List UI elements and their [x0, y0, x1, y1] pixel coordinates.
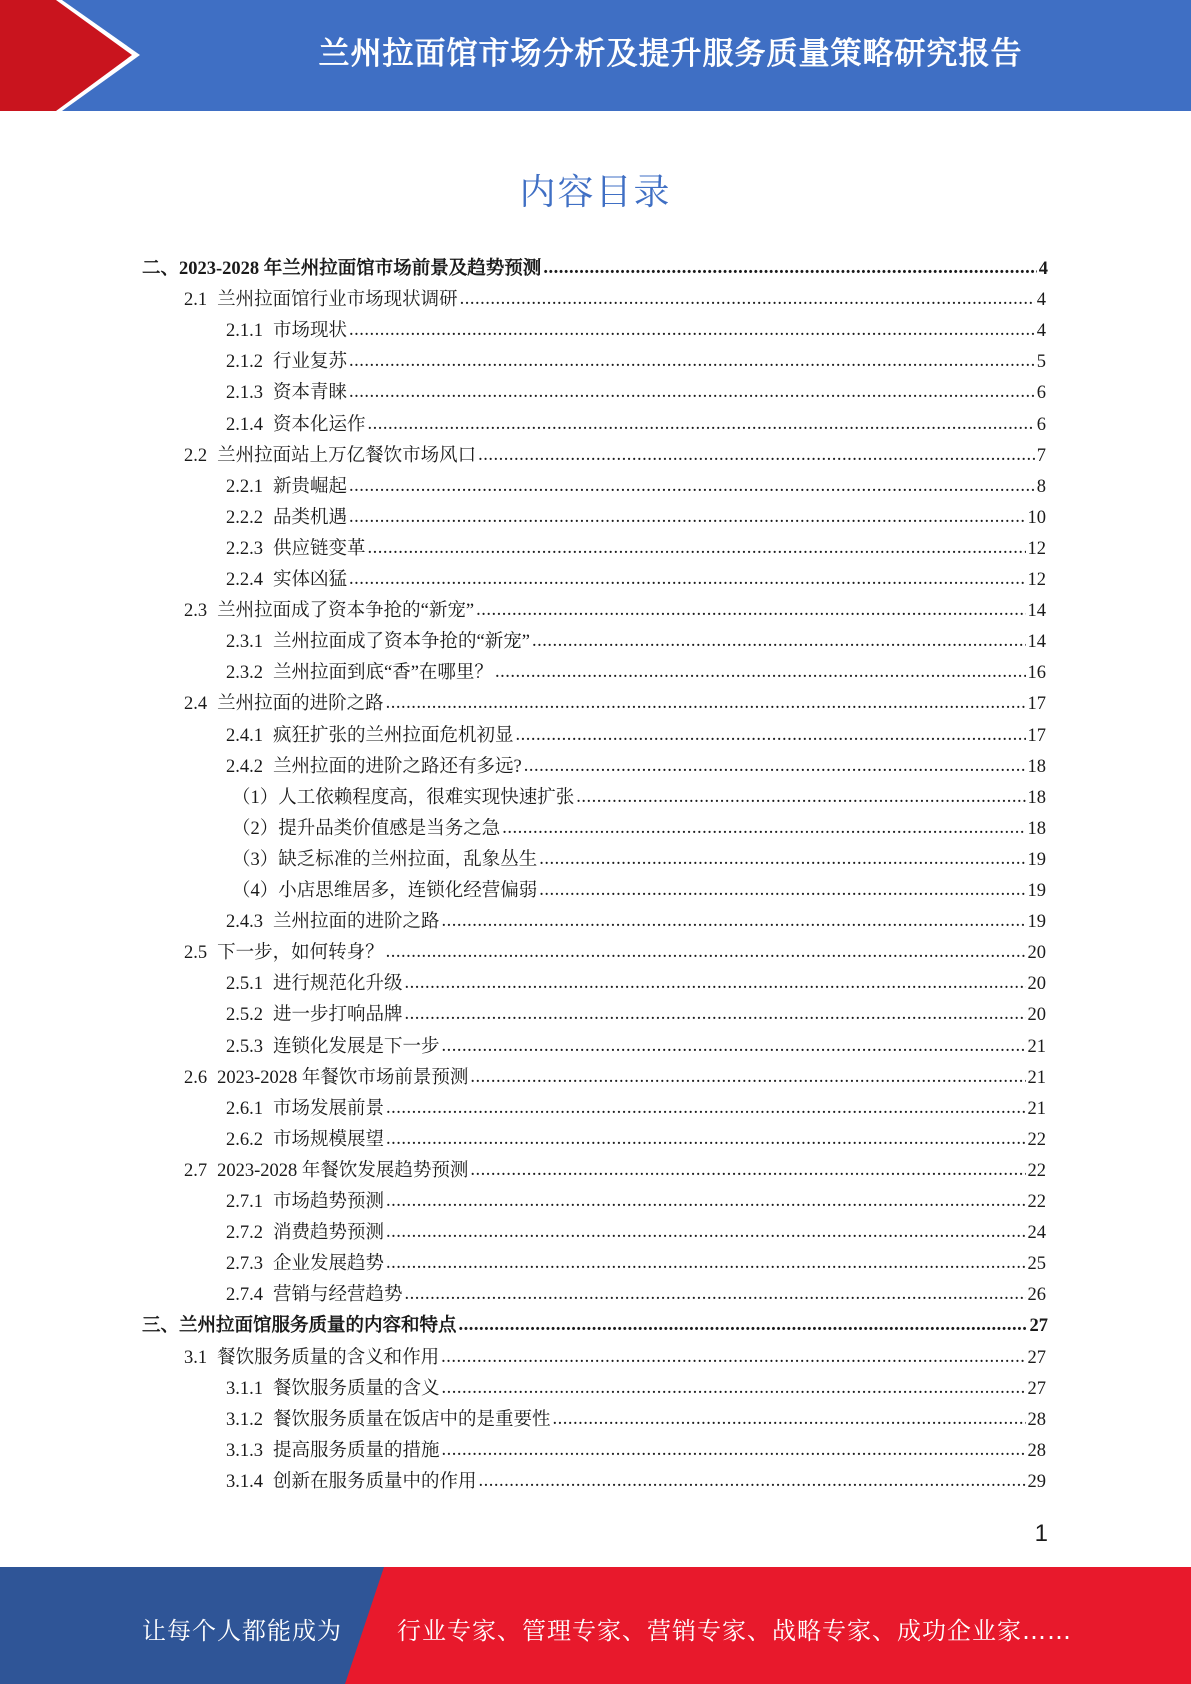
toc-dot-leader	[441, 1342, 1025, 1372]
toc-entry-page: 17	[1027, 725, 1046, 746]
toc-entry-page: 16	[1027, 663, 1046, 684]
toc-entry-label	[226, 565, 347, 595]
toc-dot-leader	[405, 999, 1026, 1029]
toc-entry-title: 消费趋势预测	[273, 1223, 385, 1244]
toc-entry-title: 新贵崛起	[273, 476, 348, 497]
toc-entry-page: 28	[1027, 1409, 1046, 1430]
toc-entry-label	[226, 378, 347, 408]
toc-entry[interactable]	[226, 565, 1046, 595]
toc-entry-title: 供应链变革	[273, 538, 366, 559]
toc-entry-label	[232, 783, 574, 813]
toc-entry[interactable]	[226, 410, 1046, 440]
toc-entry-title: 兰州拉面成了资本争抢的“新宠”	[217, 601, 475, 622]
toc-entry[interactable]	[226, 1374, 1046, 1404]
toc-dot-leader	[539, 844, 1025, 874]
toc-entry-number: 2.5.2	[226, 1005, 263, 1026]
toc-dot-leader	[576, 782, 1025, 812]
toc-entry-label	[232, 845, 537, 875]
toc-entry-title: 兰州拉面的进阶之路还有多远?	[273, 756, 522, 777]
toc-entry-title: 提升品类价值感是当务之急	[278, 818, 501, 839]
toc-entry-number: 2.1.2	[226, 352, 263, 373]
toc-entry-title: 兰州拉面馆服务质量的内容和特点	[179, 1316, 457, 1337]
toc-dot-leader	[470, 1155, 1025, 1185]
toc-entry-number: 2.1.3	[226, 383, 263, 404]
toc-entry-page: 18	[1027, 756, 1046, 777]
toc-entry-title: 疯狂扩张的兰州拉面危机初显	[273, 725, 514, 746]
toc-entry[interactable]	[232, 876, 1046, 906]
toc-entry-number: 2.6	[184, 1067, 208, 1088]
toc-dot-leader	[405, 968, 1026, 998]
toc-entry-page: 4	[1036, 290, 1046, 311]
toc-entry-label	[184, 441, 476, 471]
toc-entry-label	[142, 1311, 457, 1341]
toc-dot-leader	[386, 1186, 1025, 1216]
toc-entry-label	[226, 1280, 403, 1310]
toc-entry-page: 25	[1027, 1254, 1046, 1275]
toc-entry[interactable]	[184, 689, 1046, 719]
toc-entry-label	[226, 1467, 477, 1497]
toc-dot-leader	[478, 440, 1035, 470]
toc-entry-label	[184, 1343, 439, 1373]
toc-entry-number: 2.2.4	[226, 570, 263, 590]
toc-entry-label	[226, 752, 522, 782]
toc-entry-number: 2.6.1	[226, 1098, 263, 1119]
toc-dot-leader	[349, 502, 1025, 532]
toc-entry[interactable]	[226, 969, 1046, 999]
toc-entry-number: 2.4	[184, 694, 208, 715]
toc-dot-leader	[460, 284, 1035, 314]
toc-entry-label	[226, 1249, 384, 1279]
toc-entry-title: 实体凶猛	[273, 570, 348, 590]
toc-entry-title: 兰州拉面的进阶之路	[273, 912, 440, 933]
toc-dot-leader	[476, 595, 1025, 625]
toc-entry-label	[232, 814, 500, 844]
toc-entry-page: 22	[1027, 1192, 1046, 1212]
toc-dot-leader	[386, 688, 1026, 718]
toc-entry-page: 22	[1027, 1129, 1046, 1150]
toc-entry[interactable]	[226, 1249, 1046, 1279]
toc-entry[interactable]	[226, 503, 1046, 533]
toc-entry-number: 2.7.2	[226, 1223, 263, 1244]
toc-entry-label	[226, 1374, 440, 1404]
toc-entry-label	[226, 627, 530, 657]
toc-entry[interactable]	[184, 1343, 1046, 1373]
toc-entry-label	[226, 347, 347, 377]
toc-entry-title: 企业发展趋势	[273, 1254, 385, 1275]
page-number: 1	[1034, 1520, 1048, 1547]
toc-entry-page: 27	[1027, 1378, 1046, 1399]
toc-entry[interactable]	[142, 1311, 1048, 1341]
toc-entry-number: 2.7	[184, 1160, 208, 1181]
toc-dot-leader	[470, 1062, 1025, 1092]
toc-entry-title: 兰州拉面站上万亿餐饮市场风口	[217, 445, 477, 466]
toc-entry-label	[226, 969, 403, 999]
toc-dot-leader	[386, 937, 1026, 967]
toc-entry[interactable]	[226, 907, 1046, 937]
toc-entry-number: 2.2	[184, 445, 208, 466]
toc-entry-page: 21	[1027, 1036, 1046, 1057]
toc-entry-label	[184, 938, 384, 968]
toc-dot-leader	[368, 533, 1026, 563]
toc-entry-title: 市场规模展望	[273, 1129, 385, 1150]
toc-entry[interactable]	[184, 938, 1046, 968]
toc-entry[interactable]	[226, 1032, 1046, 1062]
toc-entry-number: 2.5.1	[226, 974, 263, 995]
toc-entry-page: 18	[1027, 787, 1046, 808]
toc-entry[interactable]	[232, 814, 1046, 844]
toc-entry-label	[226, 1032, 440, 1062]
toc-dot-leader	[524, 751, 1026, 781]
toc-entry-number: 2.5.3	[226, 1036, 263, 1057]
toc-entry-number: 2.7.1	[226, 1192, 263, 1212]
toc-entry-label	[226, 1000, 403, 1030]
toc-entry-title: 兰州拉面成了资本争抢的“新宠”	[273, 632, 530, 653]
toc-entry-number: 二、	[142, 259, 180, 279]
toc-entry-title: 兰州拉面到底“香”在哪里？	[273, 663, 493, 684]
toc-entry-number: 2.3.2	[226, 663, 263, 684]
toc-entry-page: 10	[1027, 507, 1046, 528]
toc-entry-label	[232, 876, 537, 906]
toc-entry[interactable]	[226, 378, 1046, 408]
toc-entry[interactable]	[226, 1405, 1046, 1435]
toc-entry-number: 2.6.2	[226, 1129, 263, 1150]
toc-entry-title: 资本青睐	[273, 383, 348, 404]
toc-entry-page: 5	[1036, 352, 1046, 373]
toc-entry[interactable]	[232, 845, 1046, 875]
toc-dot-leader	[543, 253, 1036, 283]
toc-entry-number: 2.4.1	[226, 725, 263, 746]
toc-entry-label	[142, 254, 541, 284]
toc-entry-page: 18	[1027, 818, 1046, 839]
toc-entry-number: 3.1.1	[226, 1378, 263, 1399]
toc-entry[interactable]	[232, 783, 1046, 813]
toc-entry-page: 28	[1027, 1440, 1046, 1461]
toc-entry-label	[184, 1063, 468, 1093]
toc-dot-leader	[479, 1466, 1026, 1496]
toc-entry-title: 市场现状	[273, 321, 348, 342]
toc-entry-label	[226, 534, 366, 564]
toc-entry[interactable]	[226, 1218, 1046, 1248]
toc-entry-page: 27	[1029, 1316, 1048, 1337]
toc-entry-label	[184, 1156, 468, 1186]
toc-entry[interactable]	[226, 1125, 1046, 1155]
toc-entry-label	[184, 689, 384, 719]
toc-dot-leader	[368, 409, 1035, 439]
toc-entry-page: 6	[1036, 383, 1046, 404]
toc-dot-leader	[532, 626, 1026, 656]
toc-entry-page: 4	[1038, 259, 1048, 279]
toc-dot-leader	[386, 1248, 1025, 1278]
toc-entry-title: 市场发展前景	[273, 1098, 385, 1119]
toc-entry-label	[226, 907, 440, 937]
toc-entry-number: （4）	[232, 881, 279, 901]
toc-entry-number: 2.3	[184, 601, 208, 622]
toc-dot-leader	[386, 1217, 1025, 1247]
toc-entry[interactable]	[226, 1467, 1046, 1497]
toc-entry-page: 22	[1027, 1160, 1046, 1181]
toc-entry-title: 行业复苏	[273, 352, 348, 373]
toc-entry-label	[226, 410, 366, 440]
toc-entry-title: 营销与经营趋势	[273, 1285, 403, 1306]
toc-dot-leader	[349, 346, 1035, 376]
header-banner	[0, 0, 1191, 111]
toc-entry-page: 20	[1027, 974, 1046, 995]
toc-entry-number: 2.7.3	[226, 1254, 263, 1275]
toc-entry-page: 19	[1027, 881, 1046, 901]
toc-dot-leader	[539, 875, 1025, 905]
toc-entry-page: 21	[1027, 1067, 1046, 1088]
footer-tagline: 行业专家、管理专家、营销专家、战略专家、成功企业家……	[397, 1617, 1072, 1645]
toc-entry-label	[226, 316, 347, 346]
toc-entry-title: 餐饮服务质量在饭店中的是重要性	[273, 1409, 551, 1430]
toc-entry-number: 2.4.2	[226, 756, 263, 777]
toc-entry-label	[226, 1218, 384, 1248]
toc-entry[interactable]	[226, 316, 1046, 346]
toc-entry-title: 缺乏标准的兰州拉面，乱象丛生	[278, 849, 538, 870]
toc-dot-leader	[386, 1093, 1025, 1123]
toc-dot-leader	[442, 1031, 1026, 1061]
toc-entry-number: 2.1	[184, 290, 208, 311]
toc-entry-number: （2）	[232, 818, 279, 839]
toc-entry[interactable]	[226, 1094, 1046, 1124]
report-title: 兰州拉面馆市场分析及提升服务质量策略研究报告	[318, 36, 1023, 72]
toc-entry[interactable]	[226, 721, 1046, 751]
toc-entry-label	[226, 1405, 551, 1435]
toc-entry[interactable]	[226, 1000, 1046, 1030]
toc-entry-label	[226, 721, 514, 751]
toc-entry-title: 进一步打响品牌	[273, 1005, 403, 1026]
toc-entry[interactable]	[226, 347, 1046, 377]
toc-entry[interactable]	[226, 627, 1046, 657]
toc-entry-title: 餐饮服务质量的含义和作用	[217, 1347, 440, 1368]
toc-entry-title: 2023-2028 年餐饮市场前景预测	[217, 1067, 469, 1088]
toc-entry-page: 26	[1027, 1285, 1046, 1306]
toc-entry-page: 4	[1036, 321, 1046, 342]
toc-entry-title: 连锁化发展是下一步	[273, 1036, 440, 1057]
toc-entry-label	[226, 1187, 384, 1217]
toc-entry-number: 三、	[142, 1316, 180, 1337]
toc-entry-title: 餐饮服务质量的含义	[273, 1378, 440, 1399]
toc-entry[interactable]	[226, 752, 1046, 782]
toc-entry-title: 人工依赖程度高，很难实现快速扩张	[278, 787, 575, 808]
toc-dot-leader	[386, 1124, 1025, 1154]
toc-entry[interactable]	[226, 1280, 1046, 1310]
toc-entry[interactable]	[184, 1156, 1046, 1186]
toc-entry-number: 2.1.1	[226, 321, 263, 342]
toc-entry-title: 市场趋势预测	[273, 1192, 385, 1212]
toc-entry-page: 6	[1036, 414, 1046, 435]
toc-entry-label	[226, 472, 347, 502]
toc-dot-leader	[516, 720, 1026, 750]
toc-dot-leader	[349, 564, 1025, 594]
toc-entry-label	[226, 1436, 440, 1466]
toc-dot-leader	[502, 813, 1025, 843]
toc-entry-number: 2.4.3	[226, 912, 263, 933]
toc-entry-label	[226, 658, 493, 688]
footer-banner	[0, 1567, 1191, 1684]
toc-entry-page: 17	[1027, 694, 1046, 715]
toc-entry-page: 19	[1027, 912, 1046, 933]
toc-entry-number: 2.3.1	[226, 632, 263, 653]
toc-entry-page: 19	[1027, 849, 1046, 870]
toc-entry-label	[226, 503, 347, 533]
toc-entry[interactable]	[184, 596, 1046, 626]
toc-entry-page: 12	[1027, 570, 1046, 590]
toc-entry-page: 7	[1036, 445, 1046, 466]
toc-entry-page: 29	[1027, 1471, 1046, 1492]
toc-entry-title: 2023-2028 年餐饮发展趋势预测	[217, 1160, 469, 1181]
toc-entry[interactable]	[226, 472, 1046, 502]
toc-entry-title: 小店思维居多，连锁化经营偏弱	[278, 881, 538, 901]
toc-entry-number: 3.1.4	[226, 1471, 263, 1492]
toc-entry-page: 27	[1027, 1347, 1046, 1368]
toc-entry-title: 兰州拉面的进阶之路	[217, 694, 384, 715]
toc-entry-number: 2.2.1	[226, 476, 263, 497]
toc-entry-number: 3.1	[184, 1347, 208, 1368]
toc-entry-title: 创新在服务质量中的作用	[273, 1471, 477, 1492]
toc-entry-label	[226, 1125, 384, 1155]
toc-entry-page: 20	[1027, 1005, 1046, 1026]
toc-entry-page: 14	[1027, 601, 1046, 622]
toc-entry-title: 下一步，如何转身？	[217, 943, 384, 964]
toc-entry-title: 2023-2028 年兰州拉面馆市场前景及趋势预测	[179, 259, 542, 279]
toc-dot-leader	[459, 1310, 1028, 1340]
toc-entry-number: 3.1.3	[226, 1440, 263, 1461]
toc-entry-label	[226, 1094, 384, 1124]
toc-entry[interactable]	[142, 254, 1048, 284]
toc-entry-number: 2.2.2	[226, 507, 263, 528]
footer-slogan: 让每个人都能成为	[142, 1617, 342, 1645]
toc-entry-title: 进行规范化升级	[273, 974, 403, 995]
toc-dot-leader	[349, 315, 1035, 345]
toc-heading: 内容目录	[519, 172, 672, 213]
toc-entry-page: 8	[1036, 476, 1046, 497]
toc-entry-number: 2.1.4	[226, 414, 263, 435]
toc-entry-number: 3.1.2	[226, 1409, 263, 1430]
toc-entry-label	[184, 596, 474, 626]
toc-dot-leader	[553, 1404, 1026, 1434]
toc-entry-title: 资本化运作	[273, 414, 366, 435]
toc-entry[interactable]	[226, 534, 1046, 564]
toc-entry-number: 2.7.4	[226, 1285, 263, 1306]
toc-entry-title: 品类机遇	[273, 507, 348, 528]
toc-entry[interactable]	[226, 658, 1046, 688]
toc-dot-leader	[349, 471, 1035, 501]
toc-entry[interactable]	[184, 1063, 1046, 1093]
toc-dot-leader	[495, 657, 1026, 687]
toc-entry-title: 兰州拉面馆行业市场现状调研	[217, 290, 458, 311]
toc-entry-number: 2.2.3	[226, 538, 263, 559]
toc-entry-title: 提高服务质量的措施	[273, 1440, 440, 1461]
toc-dot-leader	[442, 906, 1026, 936]
toc-entry-page: 24	[1027, 1223, 1046, 1244]
toc-entry-page: 14	[1027, 632, 1046, 653]
toc-entry[interactable]	[226, 1187, 1046, 1217]
toc-entry-page: 20	[1027, 943, 1046, 964]
toc-entry[interactable]	[226, 1436, 1046, 1466]
toc-dot-leader	[349, 377, 1035, 407]
toc-entry[interactable]	[184, 441, 1046, 471]
toc-dot-leader	[442, 1373, 1026, 1403]
toc-entry[interactable]	[184, 285, 1046, 315]
toc-entry-label	[184, 285, 458, 315]
toc-entry-page: 21	[1027, 1098, 1046, 1119]
toc-entry-number: （3）	[232, 849, 279, 870]
toc-dot-leader	[442, 1435, 1026, 1465]
toc-entry-number: 2.5	[184, 943, 208, 964]
toc-dot-leader	[405, 1279, 1026, 1309]
toc-entry-number: （1）	[232, 787, 279, 808]
toc-entry-page: 12	[1027, 538, 1046, 559]
